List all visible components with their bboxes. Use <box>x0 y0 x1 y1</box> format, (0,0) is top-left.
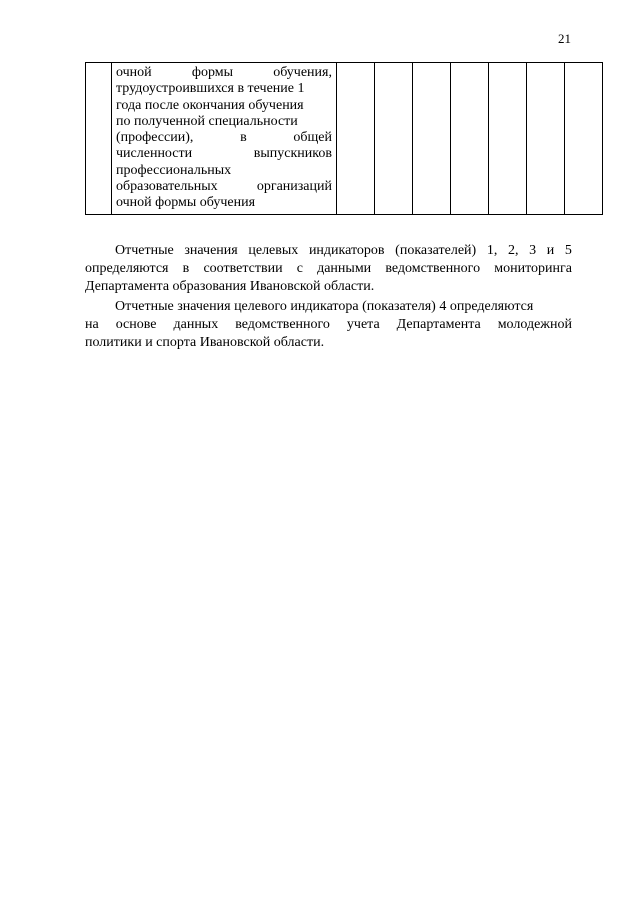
word: ведомственного <box>235 317 330 332</box>
word: учета <box>346 317 380 332</box>
word: с <box>296 261 303 276</box>
word: политики и спорта Ивановской области. <box>85 335 325 350</box>
word: в <box>240 130 247 146</box>
word: по полученной специальности <box>116 113 298 129</box>
word: соответствии <box>203 261 283 276</box>
word: данных <box>173 317 219 332</box>
word: мониторинга <box>494 261 572 276</box>
word: организаций <box>256 179 332 195</box>
paragraph-reporting-indicators-1-2-3-5 <box>85 242 572 296</box>
indicator-description-cell <box>112 63 337 215</box>
word: и <box>546 243 555 258</box>
table-value-cell <box>375 63 413 215</box>
indicator-description <box>116 65 332 212</box>
table-value-cell <box>527 63 565 215</box>
word: обучения, <box>273 65 332 80</box>
table-value-cell <box>337 63 375 215</box>
text-line <box>116 179 332 195</box>
word: на <box>85 317 99 332</box>
paragraph-reporting-indicator-4 <box>85 298 572 352</box>
word: в <box>182 261 190 276</box>
table-value-cell <box>489 63 527 215</box>
text-line <box>116 114 332 130</box>
word: Отчетные <box>115 243 174 258</box>
word: формы <box>191 65 233 80</box>
table-value-cell <box>413 63 451 215</box>
word: трудоустроившихся в течение 1 <box>116 81 305 97</box>
page-number: 21 <box>558 31 571 46</box>
word: численности <box>116 146 193 162</box>
table-value-cell <box>451 63 489 215</box>
word: образовательных <box>116 179 218 195</box>
word: (профессии), <box>116 130 194 146</box>
text-line <box>85 316 572 334</box>
table-value-cell <box>565 63 603 215</box>
word: очной <box>116 65 152 80</box>
word: выпускников <box>253 146 332 162</box>
text-line <box>116 163 332 179</box>
text-line <box>85 242 572 260</box>
table-cell-number <box>86 63 112 215</box>
text-line <box>85 298 572 316</box>
word: (показателей) <box>395 243 477 258</box>
word: Отчетные значения целевого индикатора (показателя) 4 определяются <box>115 299 534 314</box>
word: Департамента <box>396 317 481 332</box>
text-line <box>116 98 332 114</box>
word: основе <box>115 317 157 332</box>
text-line <box>85 278 572 296</box>
word: 1, <box>486 243 498 258</box>
word: молодежной <box>497 317 572 332</box>
word: общей <box>293 130 332 146</box>
word: 2, <box>507 243 519 258</box>
word: Департамента образования Ивановской области. <box>85 279 375 294</box>
indicator-table-continuation <box>85 62 603 215</box>
word: определяются <box>85 261 169 276</box>
text-line <box>85 260 572 278</box>
word: ведомственного <box>385 261 481 276</box>
text-line <box>116 130 332 146</box>
text-line <box>116 195 332 211</box>
text-line <box>116 65 332 81</box>
table-row <box>86 63 603 215</box>
word: целевых <box>248 243 299 258</box>
text-line <box>85 334 572 352</box>
word: 3 <box>529 243 537 258</box>
word: индикаторов <box>308 243 385 258</box>
text-line <box>116 146 332 162</box>
word: очной формы обучения <box>116 195 256 211</box>
word: года после окончания обучения <box>116 97 304 113</box>
word: профессиональных <box>116 162 232 178</box>
word: значения <box>184 243 238 258</box>
text-line <box>116 81 332 97</box>
word: данными <box>317 261 372 276</box>
word: 5 <box>564 243 572 258</box>
